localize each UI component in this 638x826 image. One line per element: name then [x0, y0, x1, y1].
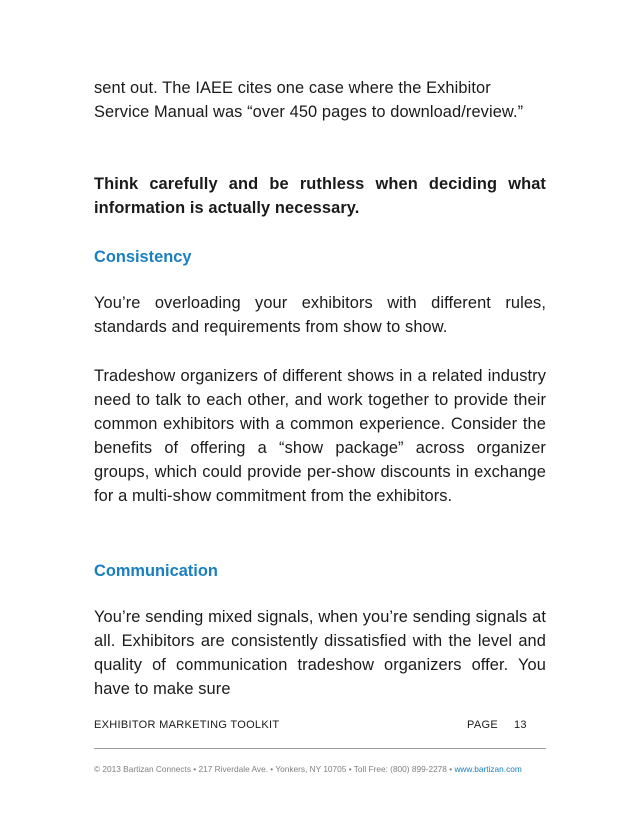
consistency-block-2	[94, 364, 546, 508]
body-content	[94, 76, 546, 124]
footer-page-label: PAGE	[467, 719, 498, 731]
footer-copyright	[94, 764, 546, 774]
footer-title: EXHIBITOR MARKETING TOOLKIT	[94, 719, 280, 731]
footer-divider	[94, 748, 546, 749]
section-communication	[94, 559, 546, 583]
emphasis-block	[94, 172, 546, 220]
section-consistency	[94, 245, 546, 269]
copyright-text: © 2013 Bartizan Connects • 217 Riverdale Ave. • Yonkers, NY 10705 • Toll Free: (800) 899-2278 •	[94, 764, 455, 774]
heading-consistency: Consistency	[94, 248, 192, 266]
paragraph-consistency-1: You’re overloading your exhibitors with different rules, standards and requirements from show to show.	[94, 294, 546, 336]
consistency-block-1	[94, 291, 546, 339]
paragraph-intro: sent out. The IAEE cites one case where the Exhibitor Service Manual was “over 450 pages to download/review.”	[94, 79, 524, 121]
paragraph-communication: You’re sending mixed signals, when you’re sending signals at all. Exhibitors are consistently dissatisfied with the level and quality of communication tradeshow organizers offer. You have to make sure	[94, 608, 546, 698]
paragraph-consistency-2: Tradeshow organizers of different shows in a related industry need to talk to each other, and work together to provide their common exhibitors with a common experience. Consider the benefits of offering a “show package” across organizer groups, which could provide per-show discounts in exchange for a multi-show commitment from the exhibitors.	[94, 367, 546, 505]
heading-communication: Communication	[94, 562, 218, 580]
website-link[interactable]: www.bartizan.com	[454, 764, 522, 774]
footer-page	[467, 719, 527, 731]
emphasis-paragraph: Think carefully and be ruthless when deciding what information is actually necessary.	[94, 175, 546, 217]
communication-block	[94, 605, 546, 701]
footer-page-number: 13	[513, 719, 527, 731]
